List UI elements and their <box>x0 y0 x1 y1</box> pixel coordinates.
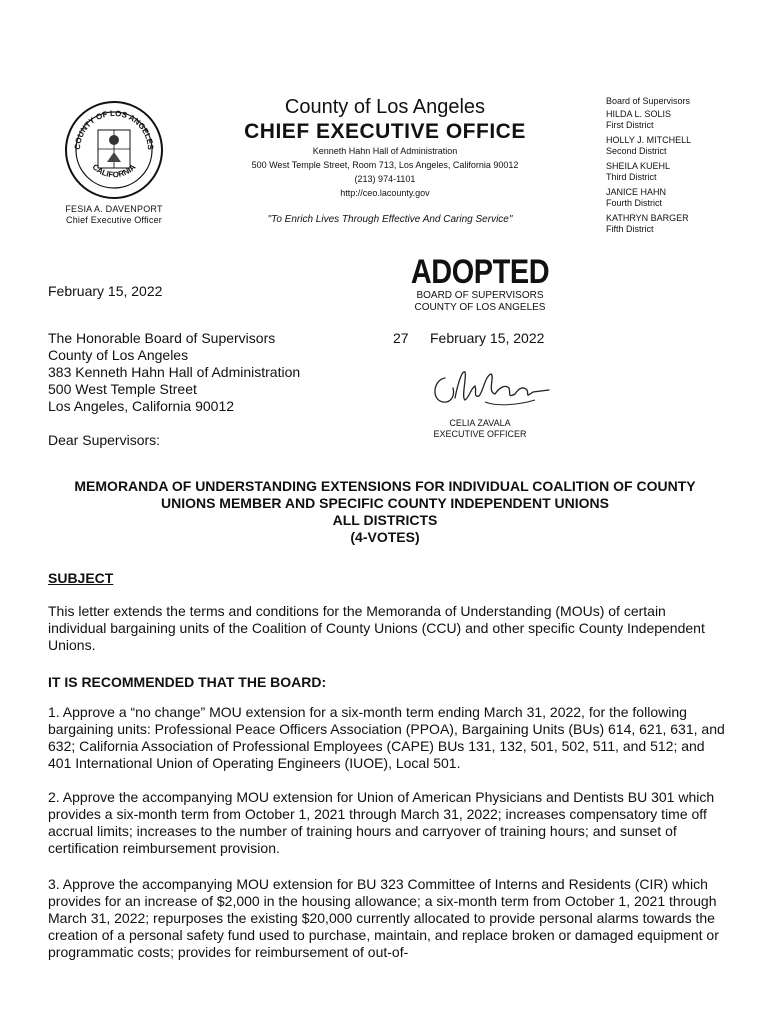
signature-image <box>425 358 555 413</box>
letter-title <box>30 478 740 546</box>
board-member <box>606 135 756 157</box>
addressee-line: The Honorable Board of Supervisors <box>48 330 276 346</box>
county-seal-logo <box>64 100 164 200</box>
member-district: Fifth District <box>606 224 654 234</box>
board-member <box>606 161 756 183</box>
member-district: Fourth District <box>606 198 663 208</box>
office-phone: (213) 974-1101 <box>354 174 416 184</box>
salutation: Dear Supervisors: <box>48 432 161 448</box>
hall-name: Kenneth Hahn Hall of Administration <box>312 146 458 156</box>
addressee-block <box>48 330 300 415</box>
addressee-line: 383 Kenneth Hahn Hall of Administration <box>48 364 301 380</box>
svg-text:CALIFORNIA: CALIFORNIA <box>90 162 138 180</box>
letter-date: February 15, 2022 <box>48 283 163 299</box>
adopted-stamp <box>395 254 565 314</box>
exec-name: FESIA A. DAVENPORT <box>65 204 163 214</box>
office-motto: "To Enrich Lives Through Effective And Caring Service" <box>267 214 513 225</box>
member-name: SHEILA KUEHL <box>606 161 671 171</box>
county-name: County of Los Angeles <box>284 96 486 118</box>
signer-block <box>405 418 555 440</box>
member-name: KATHRYN BARGER <box>606 213 689 223</box>
member-district: First District <box>606 120 654 130</box>
title-line: ALL DISTRICTS <box>332 512 438 528</box>
stamp-date: February 15, 2022 <box>430 330 545 346</box>
recommendation-1: 1. Approve a “no change” MOU extension for a six-month term ending March 31, 2022, for the following bargaining units: Professional Peace Officers Association (PPOA), Bargaining Units (BUs) 614, 621, 631, and 632; California Association of Professional Employees (CAPE) BUs 131, 132, 501, 502, 511, and 512; and 401 International Union of Operating Engineers (IUOE), Local 501. <box>48 704 725 771</box>
member-name: HILDA L. SOLIS <box>606 109 672 119</box>
exec-title: Chief Executive Officer <box>66 215 162 225</box>
member-district: Second District <box>606 146 667 156</box>
board-member <box>606 109 756 131</box>
member-name: HOLLY J. MITCHELL <box>606 135 692 145</box>
subject-paragraph: This letter extends the terms and conditions for the Memoranda of Understanding (MOUs) of certain individual bargaining units of the Coalition of County Unions (CCU) and other specific County Independent Unions. <box>48 603 705 653</box>
title-line: UNIONS MEMBER AND SPECIFIC COUNTY INDEPENDENT UNIONS <box>160 495 610 511</box>
signer-name: CELIA ZAVALA <box>449 418 511 428</box>
board-member <box>606 213 756 235</box>
subject-heading: SUBJECT <box>48 570 114 586</box>
member-name: JANICE HAHN <box>606 187 667 197</box>
addressee-line: County of Los Angeles <box>48 347 189 363</box>
board-member <box>606 187 756 209</box>
member-district: Third District <box>606 172 657 182</box>
addressee-line: Los Angeles, California 90012 <box>48 398 235 414</box>
stamp-line-county: COUNTY OF LOS ANGELES <box>414 302 546 313</box>
board-heading: Board of Supervisors <box>606 96 691 106</box>
board-of-supervisors-list <box>606 96 756 239</box>
stamp-title: ADOPTED <box>410 253 550 291</box>
svg-text:COUNTY OF LOS ANGELES: COUNTY OF LOS ANGELES <box>72 108 156 151</box>
recommendation-2: 2. Approve the accompanying MOU extension for Union of American Physicians and Dentists BU 301 which provides a six-month term from October 1, 2021 through March 31, 2022; increases compensatory time off accrual limits; increases to the number of training hours and carryover of training hours; and sunset of certification reimbursement provision. <box>48 789 715 856</box>
stamp-item-number: 27 <box>393 330 409 346</box>
office-address: 500 West Temple Street, Room 713, Los Angeles, California 90012 <box>251 160 519 170</box>
title-line: (4-VOTES) <box>350 529 420 545</box>
title-line: MEMORANDA OF UNDERSTANDING EXTENSIONS FOR INDIVIDUAL COALITION OF COUNTY <box>74 478 696 494</box>
recommendation-3: 3. Approve the accompanying MOU extension for BU 323 Committee of Interns and Residents (CIR) which provides for an increase of $2,000 in the housing allowance; a six-month term from October 1, 2021 through March 31, 2022; repurposes the existing $20,000 currently allocated to provide personal alarms towards the creation of a personal safety fund used to purchase, maintain, and replace broken or damaged equipment or programmatic costs; provides for reimbursement of out-of- <box>48 876 719 960</box>
stamp-line-board: BOARD OF SUPERVISORS <box>416 290 544 301</box>
chief-executive-name <box>58 204 170 226</box>
recommendation-heading: IT IS RECOMMENDED THAT THE BOARD: <box>48 674 327 690</box>
office-url[interactable]: http://ceo.lacounty.gov <box>340 188 430 198</box>
signer-title: EXECUTIVE OFFICER <box>433 429 527 439</box>
addressee-line: 500 West Temple Street <box>48 381 197 397</box>
office-name: CHIEF EXECUTIVE OFFICE <box>244 120 526 143</box>
